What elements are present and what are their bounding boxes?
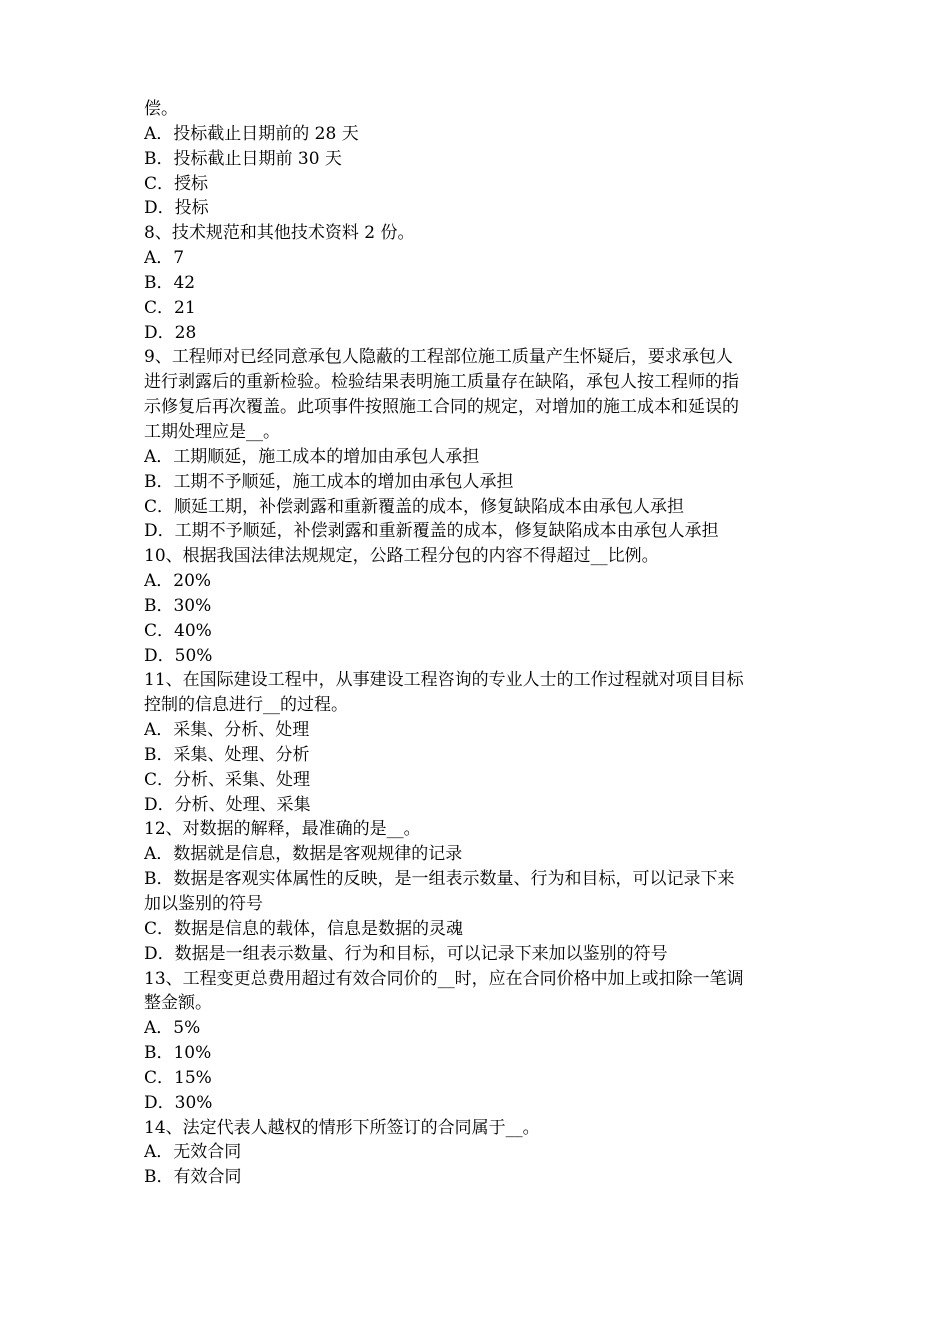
text-line: 9、工程师对已经同意承包人隐蔽的工程部位施工质量产生怀疑后，要求承包人 [144,347,733,368]
text-line: D．投标 [144,198,209,219]
text-line: B．10% [144,1043,212,1064]
text-line: C．数据是信息的载体，信息是数据的灵魂 [144,918,464,939]
text-line: B．30% [144,595,212,616]
text-line: B．工期不予顺延，施工成本的增加由承包人承担 [144,471,514,492]
text-line: C．40% [144,620,212,641]
text-line: C．21 [144,297,196,318]
text-line: B．采集、处理、分析 [144,744,310,765]
text-line: D．分析、处理、采集 [144,794,311,815]
text-line: A．采集、分析、处理 [144,720,310,741]
text-line: 13、工程变更总费用超过有效合同价的__时，应在合同价格中加上或扣除一笔调 [144,968,744,989]
text-line: A．投标截止日期前的 28 天 [144,123,359,144]
text-line: C．分析、采集、处理 [144,769,311,790]
text-line: 14、法定代表人越权的情形下所签订的合同属于__。 [144,1117,540,1138]
text-line: 示修复后再次覆盖。此项事件按照施工合同的规定，对增加的施工成本和延误的 [144,397,739,418]
text-line: B．有效合同 [144,1167,242,1188]
text-line: A．无效合同 [144,1142,242,1163]
text-line: C．15% [144,1067,212,1088]
text-line: D．数据是一组表示数量、行为和目标，可以记录下来加以鉴别的符号 [144,943,668,964]
text-line: 工期处理应是__。 [144,421,280,442]
document-page [144,97,808,1190]
text-line: A．数据就是信息，数据是客观规律的记录 [144,844,463,865]
text-line: A．7 [144,248,185,269]
text-line: B．投标截止日期前 30 天 [144,148,342,169]
text-line: B．42 [144,272,196,293]
text-line: A．工期顺延，施工成本的增加由承包人承担 [144,446,480,467]
text-line: C．授标 [144,173,209,194]
text-line: 10、根据我国法律法规规定，公路工程分包的内容不得超过__比例。 [144,546,659,567]
text-line: 进行剥露后的重新检验。检验结果表明施工质量存在缺陷，承包人按工程师的指 [144,372,739,393]
text-line: D．50% [144,645,213,666]
text-line: A．5% [144,1018,201,1039]
text-line: B．数据是客观实体属性的反映，是一组表示数量、行为和目标，可以记录下来 [144,869,735,890]
text-line: D．工期不予顺延，补偿剥露和重新覆盖的成本，修复缺陷成本由承包人承担 [144,521,719,542]
text-line: 加以鉴别的符号 [144,894,263,914]
text-line: 11、在国际建设工程中，从事建设工程咨询的专业人士的工作过程就对项目目标 [144,670,744,691]
text-line: D．28 [144,322,197,343]
text-line: C．顺延工期，补偿剥露和重新覆盖的成本，修复缺陷成本由承包人承担 [144,496,685,517]
text-line: D．30% [144,1092,213,1113]
text-line: 8、技术规范和其他技术资料 2 份。 [144,223,415,244]
text-line: A．20% [144,571,212,592]
text-line: 偿。 [144,99,178,119]
text-line: 控制的信息进行__的过程。 [144,695,348,716]
text-line: 整金额。 [144,993,212,1014]
text-line: 12、对数据的解释，最准确的是__。 [144,819,421,840]
